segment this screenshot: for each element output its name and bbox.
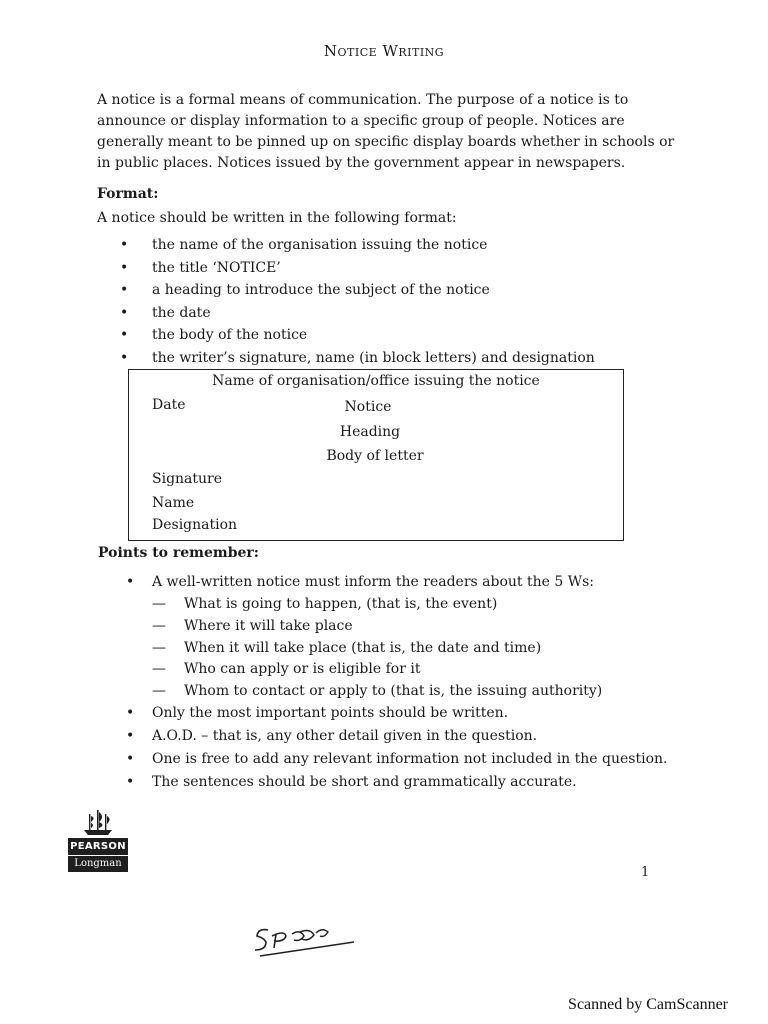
bullet-icon: •: [126, 574, 135, 590]
bullet-icon: •: [126, 727, 135, 744]
pearson-longman-logo: [68, 808, 128, 872]
camscanner-watermark: Scanned by CamScanner: [568, 996, 728, 1013]
points-item: • A well-written notice must inform the readers about the 5 Ws:: [126, 574, 595, 590]
ws-item: — Whom to contact or apply to (that is, the issuing authority): [152, 683, 603, 700]
format-item: • a heading to introduce the subject of the notice: [120, 282, 490, 299]
ws-item: — What is going to happen, (that is, the event): [152, 596, 498, 612]
ws-list: [152, 594, 686, 703]
format-item: • the body of the notice: [120, 327, 308, 344]
handwritten-scribble: [250, 912, 360, 962]
format-item: • the name of the organisation issuing the notice: [120, 237, 488, 253]
ws-item: — Where it will take place: [152, 617, 353, 634]
format-heading: Format:: [97, 186, 159, 202]
bullet-icon: •: [120, 304, 129, 321]
bullet-icon: •: [120, 237, 129, 253]
page-number: 1: [641, 865, 650, 880]
format-item: • the writer’s signature, name (in block letters) and designation: [120, 349, 595, 366]
template-designation: Designation: [152, 517, 238, 533]
dash-icon: —: [152, 661, 166, 678]
logo-pearson-text: PEARSON: [68, 838, 128, 855]
format-list: [120, 235, 680, 371]
bullet-icon: •: [120, 349, 129, 366]
logo-longman-text: Longman: [68, 856, 128, 872]
bullet-icon: •: [126, 704, 135, 721]
bullet-icon: •: [126, 773, 135, 790]
ws-item: — When it will take place (that is, the date and time): [152, 639, 542, 656]
points-item: • One is free to add any relevant information not included in the question.: [126, 750, 668, 767]
points-item: • The sentences should be short and grammatically accurate.: [126, 773, 577, 790]
points-item: • Only the most important points should be written.: [126, 704, 509, 721]
bullet-icon: •: [120, 282, 129, 299]
ws-container: [126, 594, 686, 703]
bullet-icon: •: [120, 327, 129, 344]
template-date: Date: [152, 397, 186, 413]
dash-icon: —: [152, 596, 166, 612]
ship-icon: [78, 808, 118, 836]
points-item: • A.O.D. – that is, any other detail given in the question.: [126, 727, 538, 744]
template-name: Name: [152, 495, 195, 511]
bullet-icon: •: [126, 750, 135, 767]
template-heading: Heading: [339, 424, 401, 440]
bullet-icon: •: [120, 259, 129, 276]
page-title: Notice Writing: [323, 42, 445, 60]
format-item: • the title ‘NOTICE’: [120, 259, 281, 276]
format-intro: A notice should be written in the following format:: [97, 210, 457, 226]
points-list: [126, 572, 686, 795]
points-heading: Points to remember:: [98, 545, 259, 561]
template-organisation: Name of organisation/office issuing the notice: [212, 373, 540, 389]
format-item: • the date: [120, 304, 211, 321]
template-signature: Signature: [152, 471, 223, 487]
dash-icon: —: [152, 617, 166, 634]
template-notice: Notice: [344, 399, 392, 415]
dash-icon: —: [152, 683, 166, 700]
intro-paragraph: A notice is a formal means of communication. The purpose of a notice is to announce or display information to a specific group of people. Notices are generally meant to be pinned up on specific display boards whether in schools or in public places. Notices issued by the government appear in newspapers.: [97, 92, 675, 171]
ws-item: — Who can apply or is eligible for it: [152, 661, 421, 678]
template-body: Body of letter: [326, 448, 424, 464]
dash-icon: —: [152, 639, 166, 656]
notice-template-box: [128, 369, 624, 541]
